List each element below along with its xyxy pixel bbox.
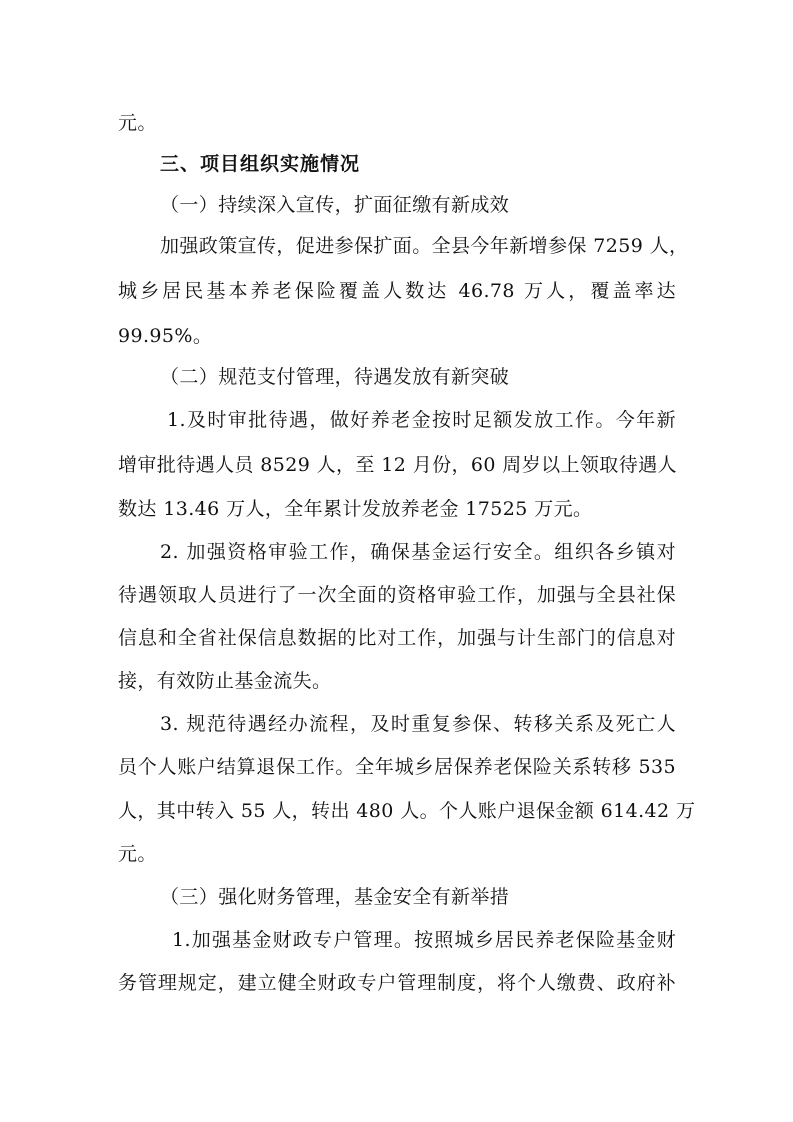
- paragraph-line: 1.加强基金财政专户管理。按照城乡居民养老保险基金财: [172, 929, 676, 951]
- paragraph-line: 增审批待遇人员 8529 人，至 12 月份，60 周岁以上领取待遇人: [118, 454, 677, 476]
- paragraph-line: 加强政策宣传，促进参保扩面。全县今年新增参保 7259 人，: [160, 235, 689, 257]
- subsection-heading: （二）规范支付管理，待遇发放有新突破: [160, 366, 510, 388]
- paragraph-line: 3. 规范待遇经办流程，及时重复参保、转移关系及死亡人: [160, 713, 676, 735]
- paragraph-line: 1.及时审批待遇，做好养老金按时足额发放工作。今年新: [167, 409, 676, 431]
- section-heading: 三、项目组织实施情况: [160, 153, 361, 175]
- paragraph-line: 人，其中转入 55 人，转出 480 人。个人账户退保金额 614.42 万: [118, 800, 696, 822]
- paragraph-line: 接，有效防止基金流失。: [118, 670, 332, 692]
- subsection-heading: （一）持续深入宣传，扩面征缴有新成效: [160, 194, 510, 216]
- paragraph-line: 元。: [118, 112, 157, 134]
- paragraph-line: 数达 13.46 万人，全年累计发放养老金 17525 万元。: [118, 498, 593, 520]
- paragraph-line: 务管理规定，建立健全财政专户管理制度，将个人缴费、政府补: [118, 972, 676, 994]
- paragraph-line: 城乡居民基本养老保险覆盖人数达 46.78 万人，覆盖率达: [118, 280, 676, 302]
- paragraph-line: 2. 加强资格审验工作，确保基金运行安全。组织各乡镇对: [160, 541, 676, 563]
- subsection-heading: （三）强化财务管理，基金安全有新举措: [160, 886, 510, 908]
- paragraph-line: 元。: [118, 843, 157, 865]
- paragraph-line: 员个人账户结算退保工作。全年城乡居保养老保险关系转移 535: [118, 756, 676, 778]
- paragraph-line: 待遇领取人员进行了一次全面的资格审验工作，加强与全县社保: [118, 584, 676, 606]
- paragraph-line: 99.95%。: [118, 325, 213, 347]
- paragraph-line: 信息和全省社保信息数据的比对工作，加强与计生部门的信息对: [118, 627, 676, 649]
